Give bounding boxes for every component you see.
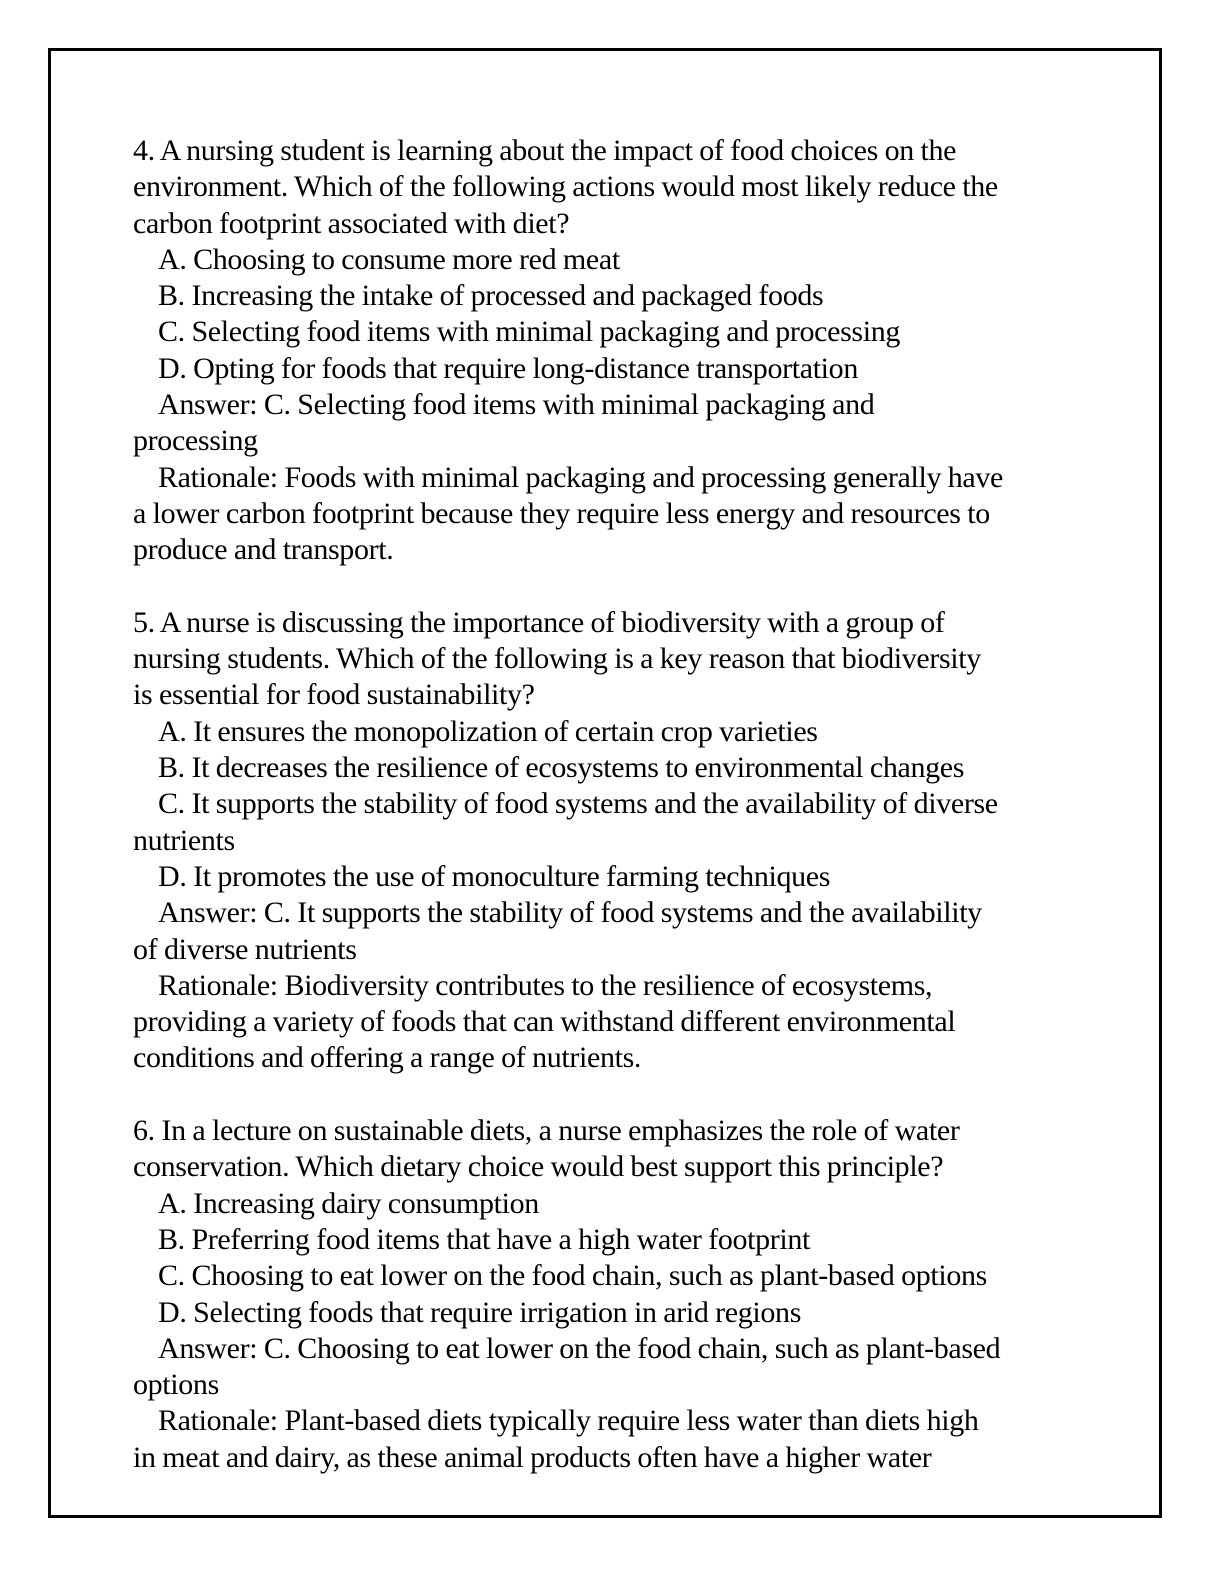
rationale-line: a lower carbon footprint because they require less energy and resources to (133, 496, 990, 530)
rationale-line: Rationale: Foods with minimal packaging and processing generally have (158, 460, 1003, 494)
question-5 (133, 605, 1093, 1077)
question-stem-line: 6. In a lecture on sustainable diets, a nurse emphasizes the role of water (133, 1114, 960, 1148)
question-stem-line: 4. A nursing student is learning about the impact of food choices on the (133, 134, 957, 167)
question-4 (133, 133, 1093, 569)
question-stem-line: 5. A nurse is discussing the importance of biodiversity with a group of (133, 605, 945, 639)
option-a: A. Increasing dairy consumption (158, 1186, 539, 1220)
answer-line: processing (133, 424, 258, 458)
question-stem-line: carbon footprint associated with diet? (133, 206, 570, 240)
paragraph-gap (133, 1077, 1093, 1113)
rationale-line: providing a variety of foods that can withstand different environmental (133, 1005, 956, 1039)
question-stem-line: is essential for food sustainability? (133, 678, 535, 712)
answer-line: Answer: C. Choosing to eat lower on the food chain, such as plant-based (158, 1331, 1001, 1365)
rationale-line: Rationale: Plant-based diets typically require less water than diets high (158, 1404, 979, 1438)
answer-line: options (133, 1368, 219, 1402)
question-stem-line: conservation. Which dietary choice would best support this principle? (133, 1150, 944, 1184)
document-body (133, 133, 1093, 1476)
option-c-continued: nutrients (133, 823, 235, 857)
answer-line: of diverse nutrients (133, 932, 357, 966)
option-b: B. Preferring food items that have a high water footprint (158, 1222, 811, 1256)
rationale-line: Rationale: Biodiversity contributes to the resilience of ecosystems, (158, 968, 933, 1002)
answer-line: Answer: C. Selecting food items with minimal packaging and (158, 388, 875, 422)
question-stem-line: environment. Which of the following actions would most likely reduce the (133, 170, 998, 204)
question-stem-line: nursing students. Which of the following is a key reason that biodiversity (133, 642, 981, 676)
paragraph-gap (133, 569, 1093, 605)
option-a: A. Choosing to consume more red meat (158, 242, 620, 276)
option-b: B. Increasing the intake of processed and packaged foods (158, 279, 824, 313)
option-c: C. Selecting food items with minimal packaging and processing (158, 315, 901, 349)
option-c: C. It supports the stability of food systems and the availability of diverse (158, 787, 998, 821)
option-d: D. Opting for foods that require long-distance transportation (158, 351, 858, 385)
rationale-line: in meat and dairy, as these animal products often have a higher water (133, 1440, 932, 1474)
option-a: A. It ensures the monopolization of certain crop varieties (158, 714, 818, 748)
rationale-line: conditions and offering a range of nutrients. (133, 1041, 642, 1075)
rationale-line: produce and transport. (133, 533, 394, 567)
answer-line: Answer: C. It supports the stability of food systems and the availability (158, 896, 982, 930)
option-d: D. Selecting foods that require irrigation in arid regions (158, 1295, 802, 1329)
option-c: C. Choosing to eat lower on the food chain, such as plant-based options (158, 1259, 987, 1293)
option-b: B. It decreases the resilience of ecosystems to environmental changes (158, 751, 965, 785)
question-6 (133, 1113, 1093, 1476)
option-d: D. It promotes the use of monoculture farming techniques (158, 859, 831, 893)
